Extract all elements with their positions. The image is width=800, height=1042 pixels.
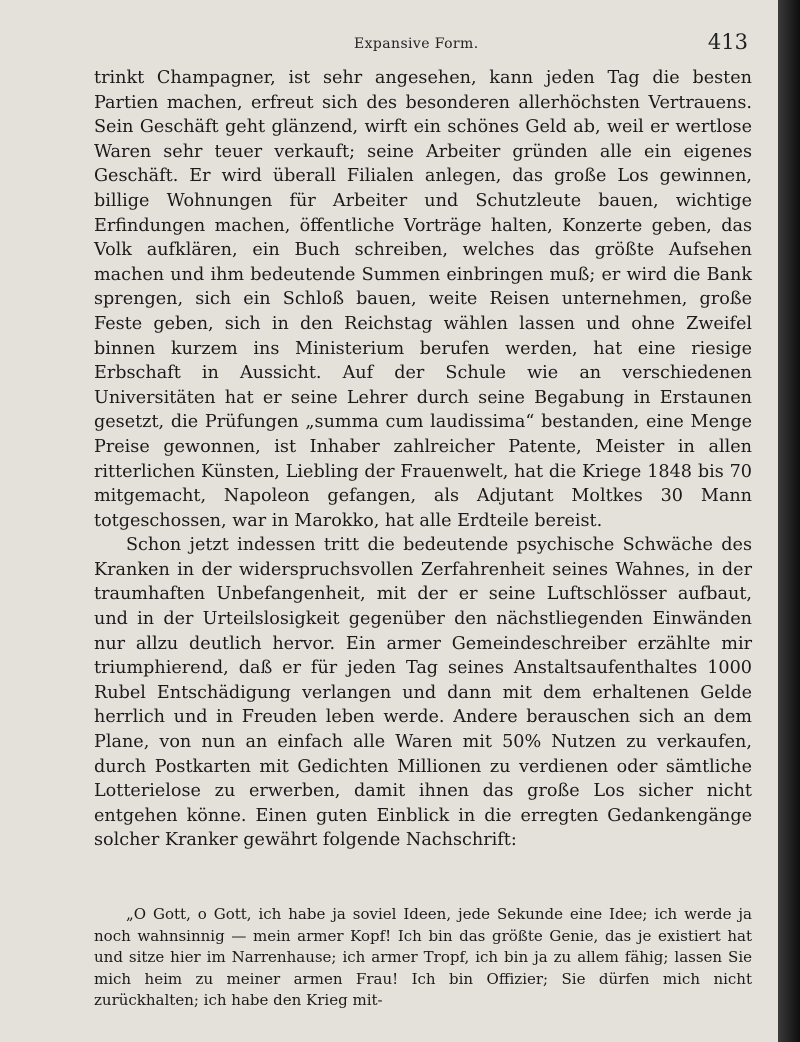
page-edge-shadow [778, 0, 800, 1042]
page-header [94, 30, 754, 56]
paragraph-2: Schon jetzt indessen tritt die bedeutende psychische Schwäche des Kranken in der widerspruchsvollen Zerfahrenheit seines Wahnes, in der traumhaften Unbefangenheit, mit der er seine Luftschlösser aufbaut, und in der Urteilslosigkeit gegenüber den nächstliegenden Einwänden nur allzu deutlich hervor. Ein armer Gemeindeschreiber erzählte mir triumphierend, daß er für jeden Tag seines Anstaltsaufenthaltes 1000 Rubel Entschädigung verlangen und dann mit dem erhaltenen Gelde herrlich und in Freuden leben werde. Andere berauschen sich an dem Plane, von nun an einfach alle Waren mit 50% Nutzen zu verkaufen, durch Postkarten mit Gedichten Millionen zu verdienen oder sämtliche Lotterielose zu erwerben, damit ihnen das große Los sicher nicht entgehen könne. Einen guten Einblick in die erregten Gedankengänge solcher Kranker gewährt folgende Nachschrift: [94, 535, 752, 851]
quote-text: „O Gott, o Gott, ich habe ja soviel Ideen, jede Sekunde eine Idee; ich werde ja noch wahnsinnig — mein armer Kopf! Ich bin das größte Genie, das je existiert hat und sitze hier im Narrenhause; ich armer Tropf, ich bin ja zu allem fähig; lassen Sie mich heim zu meiner armen Frau! Ich bin Offizier; Sie dürfen mich nicht zurückhalten; ich habe den Krieg mit- [94, 905, 752, 1010]
body-text [94, 66, 752, 853]
quoted-letter [94, 904, 752, 1012]
running-title: Expansive Form. [354, 36, 479, 52]
page-number: 413 [707, 30, 748, 54]
paragraph-1: trinkt Champagner, ist sehr angesehen, kann jeden Tag die besten Partien machen, erfreut sich des besonderen allerhöchsten Vertrauens. Sein Geschäft geht glänzend, wirft ein schönes Geld ab, weil er wertlose Waren sehr teuer verkauft; seine Arbeiter gründen alle ein eigenes Geschäft. Er wird überall Filialen anlegen, das große Los gewinnen, billige Wohnungen für Arbeiter und Schutzleute bauen, wichtige Erfindungen machen, öffentliche Vorträge halten, Konzerte geben, das Volk aufklären, ein Buch schreiben, welches das größte Aufsehen machen und ihm bedeutende Summen einbringen muß; er wird die Bank sprengen, sich ein Schloß bauen, weite Reisen unternehmen, große Feste geben, sich in den Reichstag wählen lassen und ohne Zweifel binnen kurzem ins Ministerium berufen werden, hat eine riesige Erbschaft in Aussicht. Auf der Schule wie an verschiedenen Universitäten hat er seine Lehrer durch seine Begabung in Erstaunen gesetzt, die Prüfungen „summa cum laudissima“ bestanden, eine Menge Preise gewonnen, ist Inhaber zahlreicher Patente, Meister in allen ritterlichen Künsten, Liebling der Frauenwelt, hat die Kriege 1848 bis 70 mitgemacht, Napoleon gefangen, als Adjutant Moltkes 30 Mann totgeschossen, war in Marokko, hat alle Erdteile bereist. [94, 68, 752, 531]
